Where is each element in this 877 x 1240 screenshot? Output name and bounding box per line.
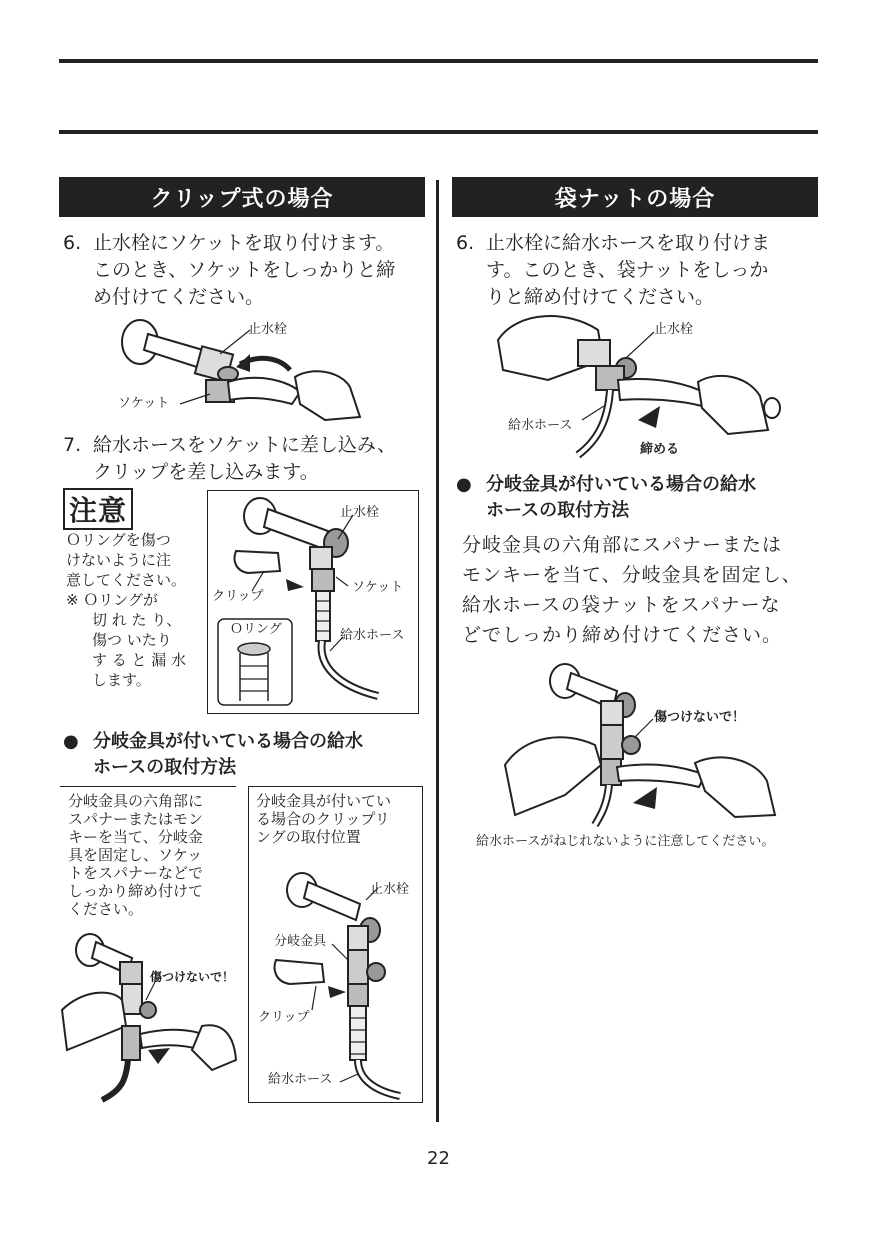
caution-line: 意してください。 [66,571,187,589]
body-line: 分岐金具の六角部にスパナーまたは [462,534,783,556]
label-socket: ソケット [118,396,170,411]
step-line: 止水栓にソケットを取り付けます。 [93,232,395,254]
step-line: 止水栓に給水ホースを取り付けま [486,232,771,254]
right-bunki-body [462,530,822,650]
label-shisuisen: 止水栓 [340,505,380,520]
bunki-nut-illustration [505,655,780,825]
heading-line: 分岐金具が付いている場合の給水 [486,474,756,495]
page-number: 22 [427,1148,450,1169]
heading-line: 分岐金具が付いている場合の給水 [93,731,363,752]
label-shimeru: 締める [640,442,680,457]
label-kizu-right: 傷つけないで！ [654,710,746,725]
step-line: す。このとき、袋ナットをしっか [486,259,769,281]
explain-line: ングの取付位置 [256,828,361,846]
bunki-wrench-illustration [62,930,236,1100]
top-rule-2 [59,130,818,134]
explain-line: トをスパナーなどで [68,864,204,882]
label-shisuisen: 止水栓 [654,322,694,337]
step-text [63,230,433,311]
step-line: クリップを差し込みます。 [93,461,319,483]
right-bunki-heading [456,472,822,524]
caution-line: Ｏリングを傷つ [66,531,171,549]
step-line: りと締め付けてください。 [486,286,715,308]
clip-position-text [256,792,421,846]
caution-line: けないように注 [66,551,172,569]
caution-text [66,530,206,690]
caution-line: ※ Ｏリングが [66,591,159,609]
explain-line: スパナーまたはモン [68,810,204,828]
label-hose: 給水ホース [340,628,405,643]
step-number: 7. [63,434,82,456]
explain-line: 分岐金具の六角部に [68,792,204,810]
column-divider [436,180,439,1122]
nut-install-illustration [488,310,788,460]
label-shisuisen: 止水栓 [370,882,410,897]
right-step-6 [456,230,822,311]
label-kizu-left: 傷つけないで！ [150,970,235,984]
explain-line: しっかり締め付けて [68,882,204,900]
bullet-icon: ● [456,474,472,495]
explain-line: 分岐金具が付いてい [256,792,392,810]
label-bunki: 分岐金具 [274,934,327,949]
heading-line: ホースの取付方法 [93,757,237,778]
heading-text [63,729,433,781]
caution-tag: 注意 [63,488,133,530]
step-text [63,432,433,486]
step-line: このとき、ソケットをしっかりと締 [93,259,396,281]
body-line: モンキーを当て、分岐金具を固定し、 [462,564,802,586]
label-oring: Ｏリング [230,622,282,637]
left-step-7 [63,432,433,486]
body-line: どでしっかり締め付けてください。 [462,624,783,646]
label-socket: ソケット [352,580,404,595]
bullet-icon: ● [63,731,79,752]
caution-line: 切 れ た り、 [92,611,182,629]
left-bunki-heading [63,729,433,781]
caution-line: 傷つ いたり [92,631,172,649]
step-line: め付けてください。 [93,286,265,308]
right-section-header: 袋ナットの場合 [452,177,818,217]
explain-line: ください。 [68,900,144,918]
left-step-6 [63,230,433,311]
caution-line: す る と 漏 水 [92,651,187,669]
explain-line: 具を固定し、ソケッ [68,846,203,864]
step-text [456,230,822,311]
top-rule-1 [59,59,818,63]
explain-line: る場合のクリップリ [256,810,390,828]
label-clip: クリップ [258,1010,310,1025]
caution-line: します。 [92,671,151,689]
label-clip: クリップ [212,589,264,604]
step-number: 6. [456,232,475,254]
explain-line: キーを当て、分岐金 [68,828,203,846]
label-hose: 給水ホース [268,1072,333,1087]
body-line: 給水ホースの袋ナットをスパナーな [462,594,781,616]
left-section-header: クリップ式の場合 [59,177,425,217]
heading-line: ホースの取付方法 [486,500,630,521]
step-line: 給水ホースをソケットに差し込み、 [93,434,397,456]
caption-twist: 給水ホースがねじれないように注意してください。 [476,834,775,849]
bunki-explain-text [68,792,236,918]
heading-text [456,472,822,524]
label-hose: 給水ホース [508,418,573,433]
step-number: 6. [63,232,82,254]
label-shisuisen: 止水栓 [248,322,288,337]
